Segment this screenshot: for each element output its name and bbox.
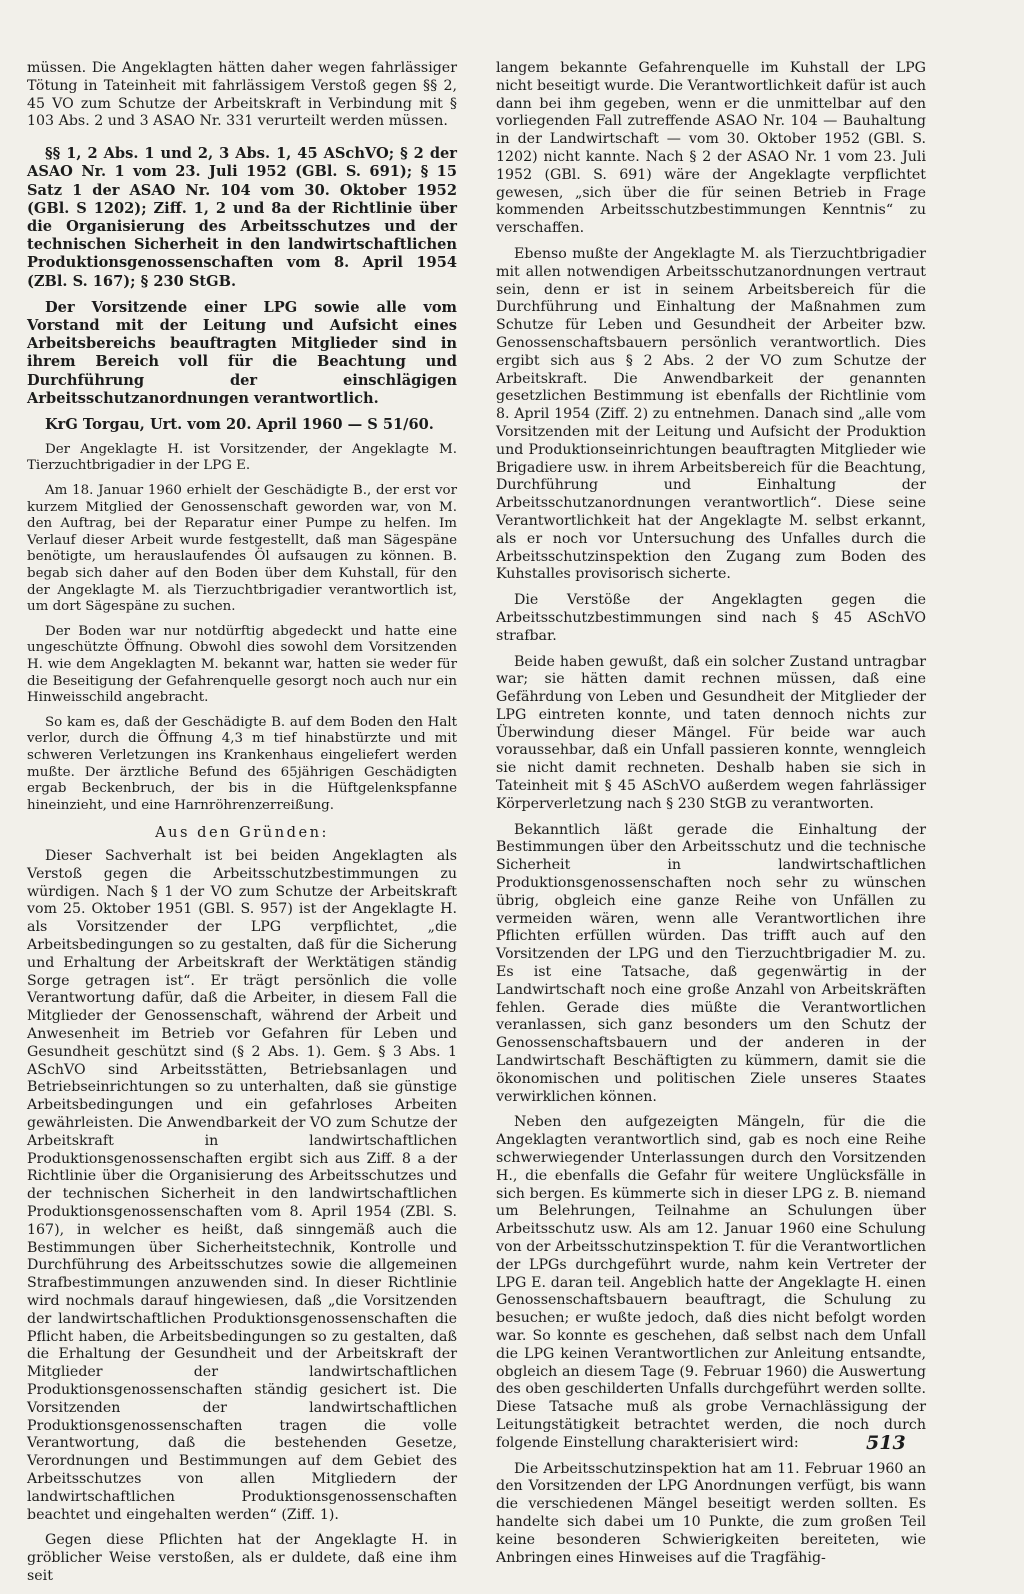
body-paragraph: langem bekannte Gefahrenquelle im Kuhstall der LPG nicht beseitigt wurde. Die Verantwortlichkeit dafür ist auch dann bei ihm gegeben, wenn er die unmittelbar auf den vorliegenden Fall zutreffende ASAO Nr. 104 — Bauhaltung in der Landwirtschaft — vom 30. Oktober 1952 (GBl. S. 1202) nicht kannte. Nach § 2 der ASAO Nr. 1 vom 23. Juli 1952 (GBl. S. 691) wäre der Angeklagte verpflichtet gewesen, „sich über die für seinen Betrieb in Frage kommenden Arbeitsschutzbestimmungen Kenntnis“ zu verschaffen. <box>496 60 926 237</box>
page-number: 513 <box>866 1432 906 1454</box>
facts-paragraph: Der Boden war nur notdürftig abgedeckt und hatte eine ungeschützte Öffnung. Obwohl dies sowohl dem Vorsitzenden H. wie dem Angeklagten M. bekannt war, hatten sie weder für die Beseitigung der Gefahrenquelle gesorgt noch auch nur ein Hinweisschild angebracht. <box>27 623 457 706</box>
continuation-paragraph: müssen. Die Angeklagten hätten daher wegen fahrlässiger Tötung in Tateinheit mit fahrlässigem Verstoß gegen §§ 2, 45 VO zum Schutze der Arbeitskraft in Verbindung mit § 103 Abs. 2 und 3 ASAO Nr. 331 verurteilt werden müssen. <box>27 60 457 130</box>
section-heading: Aus den Gründen: <box>155 824 329 842</box>
statute-references: §§ 1, 2 Abs. 1 und 2, 3 Abs. 1, 45 ASchVO; § 2 der ASAO Nr. 1 vom 23. Juli 1952 (GBl. S. 691); § 15 Satz 1 der ASAO Nr. 104 vom 30. Oktober 1952 (GBl. S 1202); Ziff. 1, 2 und 8a der Richtlinie über die Organisierung des Arbeitsschutzes und der technischen Sicherheit in den landwirtschaftlichen Produktionsgenossenschaften vom 8. April 1954 (ZBl. S. 167); § 230 StGB. <box>27 145 457 290</box>
body-paragraph: Bekanntlich läßt gerade die Einhaltung der Bestimmungen über den Arbeitsschutz und die technische Sicherheit in landwirtschaftlichen Produktionsgenossenschaften noch sehr zu wünschen übrig, obgleich eine ganze Reihe von Unfällen zu vermeiden wären, wenn alle Verantwortlichen ihre Pflichten erfüllen würden. Das trifft auch auf den Vorsitzenden der LPG und den Tierzuchtbrigadier M. zu. Es ist eine Tatsache, daß gegenwärtig in der Landwirtschaft noch eine große Anzahl von Arbeitskräften fehlen. Gerade dies müßte die Verantwortlichen veranlassen, sich ganz besonders um den Schutz der Genossenschaftsbauern und der anderen in der Landwirtschaft Beschäftigten zu kümmern, damit sie die ökonomischen und politischen Ziele unseres Staates verwirklichen können. <box>496 821 926 1105</box>
facts-paragraph: So kam es, daß der Geschädigte B. auf dem Boden den Halt verlor, durch die Öffnung 4,3 m tief hinabstürzte und mit schweren Verletzungen ins Krankenhaus eingeliefert werden mußte. Der ärztliche Befund des 65jährigen Geschädigten ergab Beckenbruch, der bis in die Hüftgelenkspfanne hineinzieht, und eine Harnröhrenzerreißung. <box>27 714 457 813</box>
right-column <box>496 60 926 1575</box>
legal-principle: Der Vorsitzende einer LPG sowie alle vom Vorstand mit der Leitung und Aufsicht eines Arbeitsbereichs beauftragten Mitglieder sind in ihrem Bereich voll für die Beachtung und Durchführung der einschlägigen Arbeitsschutzanordnungen verantwortlich. <box>27 298 457 407</box>
facts-paragraph: Der Angeklagte H. ist Vorsitzender, der Angeklagte M. Tierzuchtbrigadier in der LPG E. <box>27 441 457 474</box>
left-column <box>27 60 457 1594</box>
reasons-paragraph: Dieser Sachverhalt ist bei beiden Angeklagten als Verstoß gegen die Arbeitsschutzbestimmungen zu würdigen. Nach § 1 der VO zum Schutze der Arbeitskraft vom 25. Oktober 1951 (GBl. S. 957) ist der Angeklagte H. als Vorsitzender der LPG verpflichtet, „die Arbeitsbedingungen so zu gestalten, daß für die Sicherung und Erhaltung der Arbeitskraft der Werktätigen ständig Sorge getragen ist“. Er trägt persönlich die volle Verantwortung dafür, daß die Arbeiter, in diesem Fall die Mitglieder der Genossenschaft, während der Arbeit und Anwesenheit im Betrieb vor Gefahren für Leben und Gesundheit geschützt sind (§ 2 Abs. 1). Gem. § 3 Abs. 1 ASchVO sind Arbeitsstätten, Betriebsanlagen und Betriebseinrichtungen so zu unterhalten, daß sie günstige Arbeitsbedingungen und ein gefahrloses Arbeiten gewährleisten. Die Anwendbarkeit der VO zum Schutze der Arbeitskraft in landwirtschaftlichen Produktionsgenossenschaften ergibt sich aus Ziff. 8 a der Richtlinie über die Organisierung des Arbeitsschutzes und der technischen Sicherheit in den landwirtschaftlichen Produktionsgenossenschaften vom 8. April 1954 (ZBl. S. 167), in welcher es heißt, daß sinngemäß auch die Bestimmungen über Sicherheitstechnik, Kontrolle und Durchführung des Arbeitsschutzes sowie die allgemeinen Strafbestimmungen anzuwenden sind. In dieser Richtlinie wird nochmals darauf hingewiesen, daß „die Vorsitzenden der landwirtschaftlichen Produktionsgenossenschaften die Pflicht haben, die Arbeitsbedingungen so zu gestalten, daß die Erhaltung der Gesundheit und der Arbeitskraft der Mitglieder der landwirtschaftlichen Produktionsgenossenschaften ständig gesichert ist. Die Vorsitzenden der landwirtschaftlichen Produktionsgenossenschaften tragen die volle Verantwortung, daß die bestehenden Gesetze, Verordnungen und Bestimmungen auf dem Gebiet des Arbeitsschutzes von allen Mitgliedern der landwirtschaftlichen Produktionsgenossenschaften beachtet und eingehalten werden“ (Ziff. 1). <box>27 848 457 1523</box>
body-paragraph: Beide haben gewußt, daß ein solcher Zustand untragbar war; sie hätten damit rechnen müssen, daß eine Gefährdung von Leben und Gesundheit der Mitglieder der LPG eintreten konnte, und taten dennoch nichts zur Überwindung dieser Mängel. Für beide war auch voraussehbar, daß ein Unfall passieren konnte, wenngleich sie nicht damit rechneten. Deshalb haben sie sich in Tateinheit mit § 45 ASchVO außerdem wegen fahrlässiger Körperverletzung nach § 230 StGB zu verantworten. <box>496 653 926 812</box>
body-paragraph: Die Arbeitsschutzinspektion hat am 11. Februar 1960 an den Vorsitzenden der LPG Anordnungen verfügt, bis wann die verschiedenen Mängel beseitigt werden sollten. Es handelte sich dabei um 10 Punkte, die zum großen Teil keine besonderen Schwierigkeiten bereiteten, wie Anbringen eines Hinweises auf die Tragfähig- <box>496 1460 926 1566</box>
court-citation: KrG Torgau, Urt. vom 20. April 1960 — S 51/60. <box>45 416 434 434</box>
body-paragraph: Ebenso mußte der Angeklagte M. als Tierzuchtbrigadier mit allen notwendigen Arbeitsschutzanordnungen vertraut sein, denn er ist in seinem Arbeitsbereich für die Durchführung und Einhaltung der Maßnahmen zum Schutze für Leben und Gesundheit der Arbeiter bzw. Genossenschaftsbauern persönlich verantwortlich. Dies ergibt sich aus § 2 Abs. 2 der VO zum Schutze der Arbeitskraft. Die Anwendbarkeit der genannten gesetzlichen Bestimmung ist ebenfalls der Richtlinie vom 8. April 1954 (Ziff. 2) zu entnehmen. Danach sind „alle vom Vorsitzenden mit der Leitung und Aufsicht der Produktion und Produktionseinrichtungen beauftragten Mitglieder wie Brigadiere usw. in ihrem Arbeitsbereich für die Beachtung, Durchführung und Einhaltung der Arbeitsschutzanordnungen verantwortlich“. Diese seine Verantwortlichkeit hat der Angeklagte M. selbst erkannt, als er noch vor Untersuchung des Unfalles durch die Arbeitsschutzinspektion den Zugang zum Boden des Kuhstalles provisorisch sicherte. <box>496 245 926 583</box>
facts-paragraph: Am 18. Januar 1960 erhielt der Geschädigte B., der erst vor kurzem Mitglied der Genossenschaft geworden war, von M. den Auftrag, bei der Reparatur einer Pumpe zu helfen. Im Verlauf dieser Arbeit wurde festgestellt, daß man Sägespäne benötigte, um herauslaufendes Öl aufsaugen zu können. B. begab sich daher auf den Boden über dem Kuhstall, für den der Angeklagte M. als Tierzuchtbrigadier verantwortlich ist, um dort Sägespäne zu suchen. <box>27 483 457 615</box>
body-paragraph: Die Verstöße der Angeklagten gegen die Arbeitsschutzbestimmungen sind nach § 45 ASchVO strafbar. <box>496 592 926 644</box>
reasons-paragraph: Gegen diese Pflichten hat der Angeklagte H. in gröblicher Weise verstoßen, als er duldete, daß eine ihm seit <box>27 1532 457 1584</box>
body-paragraph: Neben den aufgezeigten Mängeln, für die die Angeklagten verantwortlich sind, gab es noch eine Reihe schwerwiegender Unterlassungen durch den Vorsitzenden H., die ebenfalls die Gefahr für weitere Unglücksfälle in sich bergen. Es kümmerte sich in dieser LPG z. B. niemand um Belehrungen, Teilnahme an Schulungen über Arbeitsschutz usw. Als am 12. Januar 1960 eine Schulung von der Arbeitsschutzinspektion T. für die Verantwortlichen der LPGs durchgeführt wurde, nahm kein Vertreter der LPG E. daran teil. Angeblich hatte der Angeklagte H. einen Genossenschaftsbauern beauftragt, die Schulung zu besuchen; er wußte jedoch, daß dies nicht befolgt worden war. So konnte es geschehen, daß selbst nach dem Unfall die LPG keinen Verantwortlichen zur Anleitung entsandte, obgleich an diesem Tage (9. Februar 1960) die Auswertung des oben geschilderten Unfalls durchgeführt werden sollte. Diese Tatsache muß als grobe Vernachlässigung der Leitungstätigkeit betrachtet werden, die noch durch folgende Einstellung charakterisiert wird: <box>496 1114 927 1451</box>
